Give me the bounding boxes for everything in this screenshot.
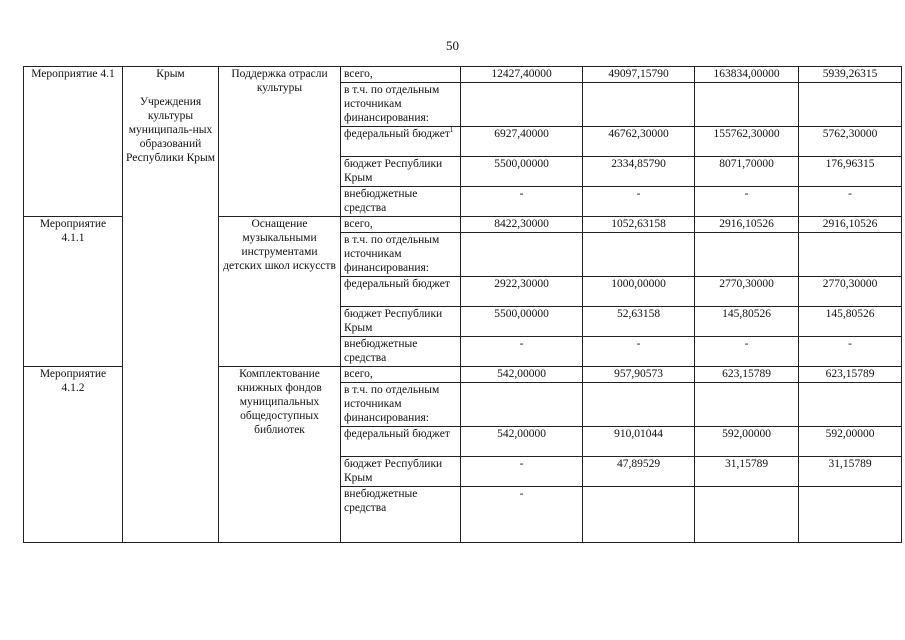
measure-cell — [24, 367, 123, 543]
funding-source-cell — [341, 187, 461, 217]
amount-cell: - — [583, 187, 695, 217]
funding-source-label: в т.ч. по отдельным источникам финансирования: — [344, 384, 440, 424]
amount-cell: - — [461, 187, 583, 217]
amount-cell: 2916,10526 — [695, 217, 799, 233]
amount-cell: 910,01044 — [583, 427, 695, 457]
measure-label: Мероприятие 4.1 — [31, 68, 115, 80]
amount-cell: 2770,30000 — [695, 277, 799, 307]
funding-source-cell — [341, 127, 461, 157]
amount-cell — [583, 383, 695, 427]
amount-cell: 623,15789 — [799, 367, 902, 383]
measure-label: Мероприятие 4.1.1 — [39, 218, 107, 244]
amount-cell — [695, 383, 799, 427]
amount-cell: - — [461, 337, 583, 367]
amount-cell: 49097,15790 — [583, 67, 695, 83]
funding-source-label: внебюджетные средства — [344, 488, 418, 514]
amount-cell: - — [695, 187, 799, 217]
activity-title: Оснащение музыкальными инструментами детских школ искусств — [223, 218, 336, 272]
amount-cell: 2334,85790 — [583, 157, 695, 187]
amount-cell — [583, 83, 695, 127]
amount-cell: 5500,00000 — [461, 157, 583, 187]
amount-cell — [583, 487, 695, 543]
table-row — [24, 67, 902, 83]
amount-cell: 1052,63158 — [583, 217, 695, 233]
amount-cell — [695, 233, 799, 277]
funding-source-label: федеральный бюджет — [344, 278, 450, 290]
amount-cell: 52,63158 — [583, 307, 695, 337]
amount-cell: 12427,40000 — [461, 67, 583, 83]
amount-cell: 957,90573 — [583, 367, 695, 383]
amount-cell: 6927,40000 — [461, 127, 583, 157]
amount-cell — [461, 83, 583, 127]
footnote-mark: 1 — [449, 126, 454, 135]
amount-cell: - — [799, 187, 902, 217]
measure-cell — [24, 217, 123, 367]
funding-source-cell — [341, 383, 461, 427]
region-institutions: Учреждения культуры муниципаль-ных образований Республики Крым — [126, 96, 215, 164]
funding-source-cell — [341, 233, 461, 277]
activity-cell — [219, 217, 341, 367]
amount-cell: 542,00000 — [461, 427, 583, 457]
amount-cell: 8071,70000 — [695, 157, 799, 187]
funding-source-cell — [341, 367, 461, 383]
amount-cell: - — [799, 337, 902, 367]
funding-source-label: в т.ч. по отдельным источникам финансирования: — [344, 84, 440, 124]
amount-cell: 176,96315 — [799, 157, 902, 187]
amount-cell: - — [461, 457, 583, 487]
amount-cell: 163834,00000 — [695, 67, 799, 83]
amount-cell: 5500,00000 — [461, 307, 583, 337]
amount-cell: 592,00000 — [695, 427, 799, 457]
funding-source-cell — [341, 277, 461, 307]
funding-source-label: внебюджетные средства — [344, 188, 418, 214]
funding-source-label: всего, — [344, 68, 373, 80]
page-number: 50 — [446, 38, 459, 53]
amount-cell: 542,00000 — [461, 367, 583, 383]
amount-cell: - — [461, 487, 583, 543]
amount-cell: 46762,30000 — [583, 127, 695, 157]
amount-cell: 8422,30000 — [461, 217, 583, 233]
amount-cell — [695, 83, 799, 127]
amount-cell: 5939,26315 — [799, 67, 902, 83]
activity-cell — [219, 367, 341, 543]
amount-cell — [583, 233, 695, 277]
funding-source-cell — [341, 427, 461, 457]
funding-source-label: бюджет Республики Крым — [344, 308, 443, 334]
funding-source-cell — [341, 157, 461, 187]
funding-source-cell — [341, 457, 461, 487]
funding-source-cell — [341, 83, 461, 127]
amount-cell: 145,80526 — [695, 307, 799, 337]
amount-cell — [799, 233, 902, 277]
funding-source-cell — [341, 487, 461, 543]
funding-source-label: бюджет Республики Крым — [344, 458, 443, 484]
funding-source-cell — [341, 307, 461, 337]
amount-cell — [461, 233, 583, 277]
amount-cell: 2916,10526 — [799, 217, 902, 233]
table-body — [24, 67, 902, 543]
funding-source-label: федеральный бюджет — [344, 428, 450, 440]
funding-source-label: бюджет Республики Крым — [344, 158, 443, 184]
amount-cell: 2770,30000 — [799, 277, 902, 307]
amount-cell: 2922,30000 — [461, 277, 583, 307]
amount-cell: 47,89529 — [583, 457, 695, 487]
funding-source-label: всего, — [344, 218, 373, 230]
amount-cell: 31,15789 — [695, 457, 799, 487]
region-name: Крым — [156, 68, 185, 80]
amount-cell — [799, 487, 902, 543]
amount-cell: 155762,30000 — [695, 127, 799, 157]
amount-cell: - — [695, 337, 799, 367]
amount-cell — [799, 83, 902, 127]
measure-label: Мероприятие 4.1.2 — [39, 368, 107, 394]
amount-cell: 1000,00000 — [583, 277, 695, 307]
amount-cell: - — [583, 337, 695, 367]
funding-source-cell — [341, 217, 461, 233]
funding-source-cell — [341, 67, 461, 83]
amount-cell: 145,80526 — [799, 307, 902, 337]
amount-cell — [461, 383, 583, 427]
activity-title: Поддержка отрасли культуры — [231, 68, 328, 94]
amount-cell: 31,15789 — [799, 457, 902, 487]
amount-cell: 5762,30000 — [799, 127, 902, 157]
funding-source-label: внебюджетные средства — [344, 338, 418, 364]
amount-cell — [799, 383, 902, 427]
amount-cell — [695, 487, 799, 543]
funding-source-label: в т.ч. по отдельным источникам финансирования: — [344, 234, 440, 274]
funding-table — [23, 66, 902, 543]
amount-cell: 592,00000 — [799, 427, 902, 457]
amount-cell: 623,15789 — [695, 367, 799, 383]
activity-title: Комплектование книжных фондов муниципальных общедоступных библиотек — [237, 368, 322, 436]
region-cell — [123, 67, 219, 543]
funding-source-label: федеральный бюджет — [344, 128, 450, 140]
measure-cell — [24, 67, 123, 217]
activity-cell — [219, 67, 341, 217]
funding-source-cell — [341, 337, 461, 367]
funding-source-label: всего, — [344, 368, 373, 380]
